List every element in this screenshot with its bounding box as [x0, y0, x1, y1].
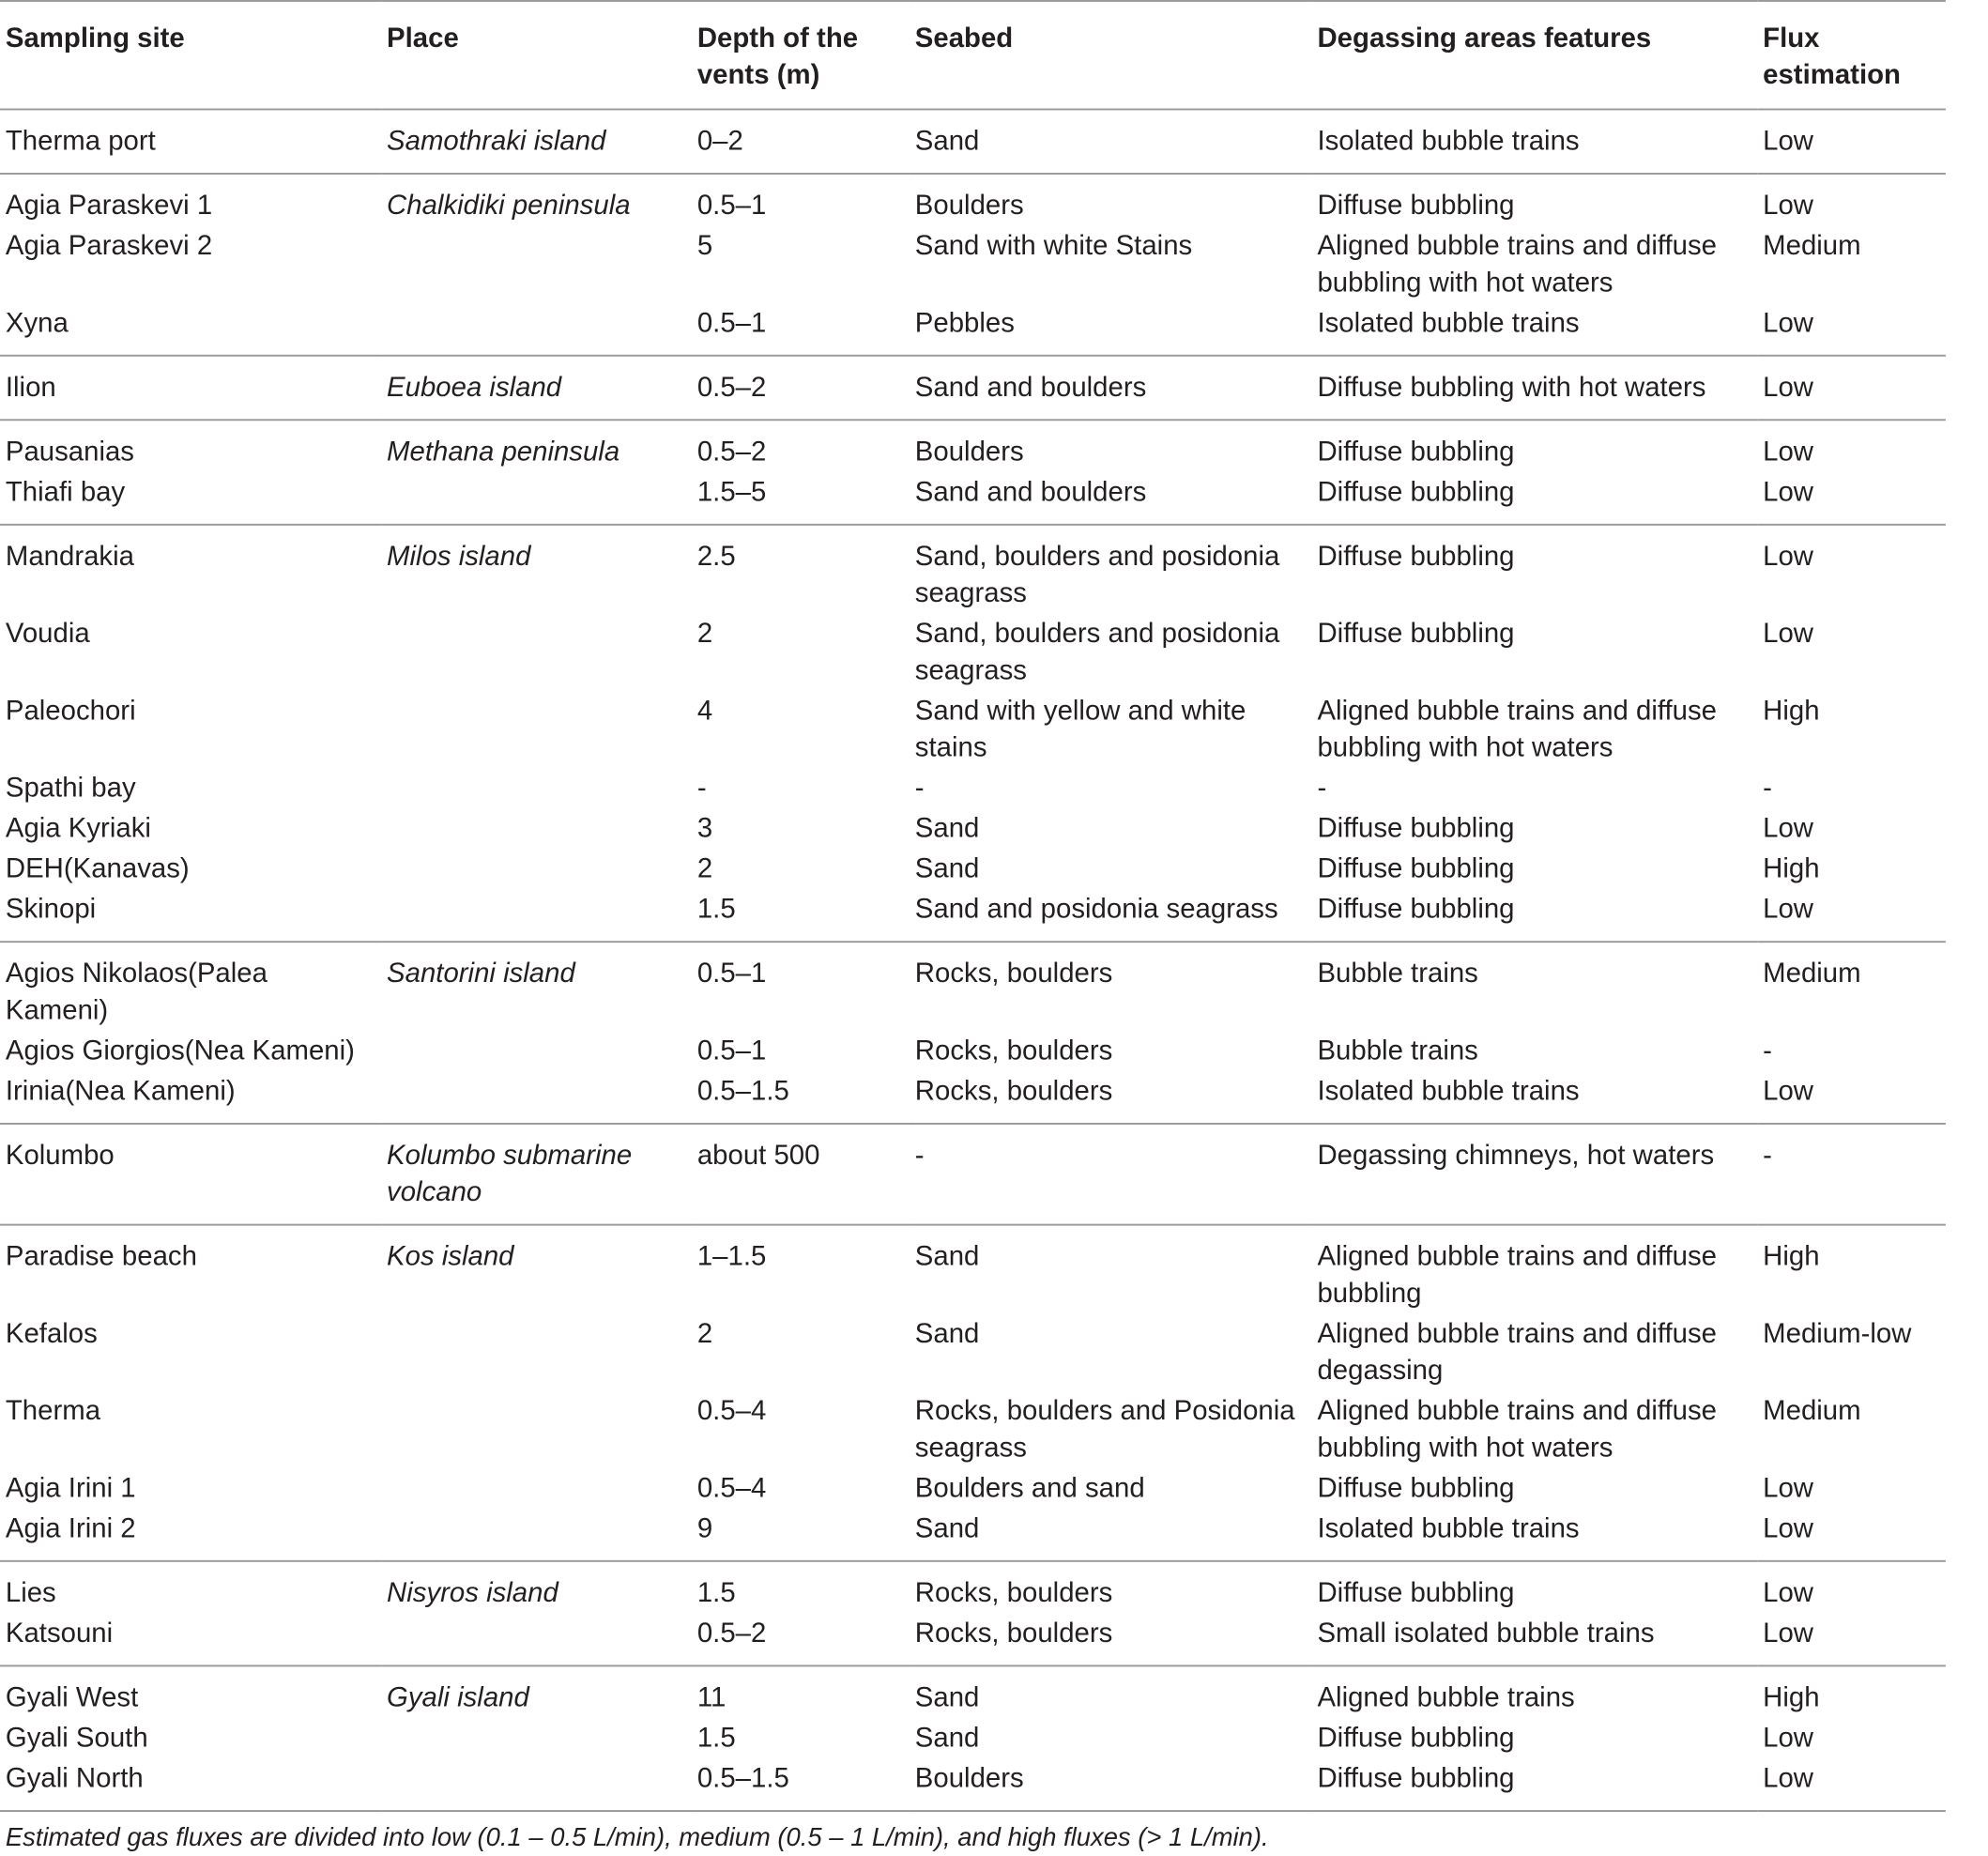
cell-depth: 1.5	[696, 894, 736, 925]
table-row	[0, 1071, 1946, 1124]
cell-depth: 0.5–1.5	[696, 1076, 789, 1107]
cell-place: Methana peninsula	[387, 436, 620, 468]
cell-sampling-site: Katsouni	[5, 1618, 114, 1649]
cell-place	[381, 691, 692, 768]
cell-depth: 3	[696, 813, 713, 844]
cell-flux-estimation: Low	[1763, 1618, 1814, 1649]
cell-depth: about 500	[696, 1140, 820, 1171]
cell-seabed: Sand, boulders and posidonia seagrass	[914, 618, 1280, 686]
cell-degassing-features: Aligned bubble trains and diffuse bubbling with hot waters	[1317, 1395, 1717, 1464]
cell-degassing-features: Aligned bubble trains	[1317, 1682, 1575, 1713]
cell-sampling-site: Lies	[5, 1577, 56, 1608]
cell-sampling-site: Irinia(Nea Kameni)	[5, 1076, 236, 1107]
place-group	[0, 356, 1946, 421]
cell-depth: 0.5–1	[696, 958, 767, 989]
table-row	[0, 691, 1946, 768]
cell-depth: 9	[696, 1512, 713, 1544]
cell-place	[381, 303, 692, 356]
table-row	[0, 614, 1946, 691]
table-row	[0, 889, 1946, 942]
cell-depth: 2	[696, 853, 713, 884]
cell-sampling-site: Pausanias	[5, 436, 134, 468]
cell-place	[381, 1718, 692, 1758]
cell-degassing-features: Aligned bubble trains and diffuse bubbling	[1317, 1241, 1717, 1309]
cell-seabed: Boulders	[914, 1763, 1024, 1794]
cell-place: Nisyros island	[387, 1577, 558, 1608]
cell-place	[381, 808, 692, 849]
table-row	[0, 1031, 1946, 1071]
cell-place: Kolumbo submarine volcano	[387, 1140, 633, 1208]
cell-degassing-features: Diffuse bubbling	[1317, 190, 1515, 221]
cell-degassing-features: Small isolated bubble trains	[1317, 1618, 1655, 1649]
cell-place	[381, 768, 692, 808]
cell-degassing-features: Isolated bubble trains	[1317, 1512, 1580, 1544]
cell-flux-estimation: High	[1763, 853, 1820, 884]
place-group	[0, 1561, 1946, 1666]
table-row	[0, 1225, 1946, 1314]
header-degassing-features: Degassing areas features	[1317, 23, 1652, 54]
cell-sampling-site: Xyna	[5, 307, 69, 339]
table-row	[0, 1314, 1946, 1391]
cell-sampling-site: Voudia	[5, 618, 90, 649]
cell-sampling-site: Gyali North	[5, 1763, 144, 1794]
table-row	[0, 1758, 1946, 1811]
cell-flux-estimation: Low	[1763, 1472, 1814, 1504]
header-row	[0, 1, 1946, 109]
cell-degassing-features: Diffuse bubbling	[1317, 1723, 1515, 1754]
place-group	[0, 420, 1946, 525]
cell-place	[381, 1468, 692, 1509]
cell-sampling-site: Agia Irini 2	[5, 1512, 136, 1544]
cell-seabed: Sand with yellow and white stains	[914, 695, 1246, 763]
cell-flux-estimation: -	[1763, 1035, 1772, 1066]
cell-place: Samothraki island	[387, 126, 606, 157]
cell-depth: 1.5–5	[696, 476, 767, 508]
cell-flux-estimation: Medium-low	[1763, 1318, 1912, 1349]
cell-flux-estimation: Low	[1763, 1723, 1814, 1754]
cell-sampling-site: Kefalos	[5, 1318, 98, 1349]
cell-place	[381, 1614, 692, 1666]
cell-seabed: Sand	[914, 1723, 980, 1754]
cell-flux-estimation: -	[1763, 773, 1772, 804]
cell-depth: 0.5–1	[696, 190, 767, 221]
table-row	[0, 1561, 1946, 1614]
place-group	[0, 1225, 1946, 1561]
cell-flux-estimation: Low	[1763, 1577, 1814, 1608]
cell-degassing-features: Aligned bubble trains and diffuse bubbling with hot waters	[1317, 695, 1717, 763]
cell-place	[381, 849, 692, 889]
cell-sampling-site: Agios Giorgios(Nea Kameni)	[5, 1035, 355, 1066]
cell-place	[381, 1031, 692, 1071]
table-row	[0, 768, 1946, 808]
table-row	[0, 808, 1946, 849]
cell-seabed: Rocks, boulders and Posidonia seagrass	[914, 1395, 1295, 1464]
table-row	[0, 420, 1946, 472]
cell-sampling-site: Therma port	[5, 126, 156, 157]
cell-flux-estimation: High	[1763, 1241, 1820, 1272]
cell-depth: 0.5–2	[696, 1618, 767, 1649]
cell-degassing-features: Diffuse bubbling	[1317, 813, 1515, 844]
cell-degassing-features: Diffuse bubbling	[1317, 476, 1515, 508]
table-row	[0, 226, 1946, 303]
cell-place: Euboea island	[387, 372, 562, 403]
cell-degassing-features: Isolated bubble trains	[1317, 1076, 1580, 1107]
cell-sampling-site: Paleochori	[5, 695, 136, 727]
place-group	[0, 109, 1946, 174]
cell-seabed: Rocks, boulders	[914, 1618, 1113, 1649]
cell-sampling-site: Agios Nikolaos(Palea Kameni)	[5, 958, 268, 1026]
cell-flux-estimation: Medium	[1763, 1395, 1861, 1426]
cell-place	[381, 472, 692, 525]
header-flux-estimation: Flux estimation	[1763, 23, 1901, 90]
cell-sampling-site: Spathi bay	[5, 773, 136, 804]
header-seabed: Seabed	[914, 23, 1014, 54]
cell-degassing-features: Diffuse bubbling	[1317, 1763, 1515, 1794]
table-row	[0, 1614, 1946, 1666]
cell-sampling-site: Mandrakia	[5, 541, 134, 572]
cell-flux-estimation: Low	[1763, 541, 1814, 572]
cell-depth: 1–1.5	[696, 1241, 767, 1272]
cell-flux-estimation: High	[1763, 695, 1820, 727]
cell-degassing-features: Diffuse bubbling	[1317, 618, 1515, 649]
cell-seabed: Sand and boulders	[914, 372, 1147, 403]
table-row	[0, 174, 1946, 226]
cell-depth: 0.5–4	[696, 1395, 767, 1426]
table-row	[0, 942, 1946, 1031]
cell-sampling-site: Paradise beach	[5, 1241, 197, 1272]
header-sampling-site: Sampling site	[5, 23, 185, 54]
place-group	[0, 1124, 1946, 1225]
cell-depth: 1.5	[696, 1723, 736, 1754]
cell-seabed: Sand	[914, 126, 980, 157]
cell-flux-estimation: Low	[1763, 126, 1814, 157]
cell-place: Santorini island	[387, 958, 575, 989]
cell-seabed: Sand	[914, 853, 980, 884]
cell-place: Milos island	[387, 541, 531, 572]
cell-seabed: -	[914, 1140, 925, 1171]
cell-degassing-features: Diffuse bubbling	[1317, 853, 1515, 884]
cell-flux-estimation: Low	[1763, 1512, 1814, 1544]
cell-degassing-features: Bubble trains	[1317, 958, 1478, 989]
cell-depth: 11	[696, 1682, 726, 1713]
cell-degassing-features: Diffuse bubbling with hot waters	[1317, 372, 1706, 403]
cell-sampling-site: Gyali South	[5, 1723, 148, 1754]
cell-degassing-features: Aligned bubble trains and diffuse degassing	[1317, 1318, 1717, 1386]
cell-flux-estimation: Low	[1763, 1076, 1814, 1107]
cell-place: Kos island	[387, 1241, 514, 1272]
cell-sampling-site: Agia Irini 1	[5, 1472, 136, 1504]
table-row	[0, 849, 1946, 889]
cell-place	[381, 1509, 692, 1561]
cell-flux-estimation: Low	[1763, 436, 1814, 468]
cell-flux-estimation: Low	[1763, 813, 1814, 844]
cell-degassing-features: Degassing chimneys, hot waters	[1317, 1140, 1715, 1171]
cell-seabed: -	[914, 773, 925, 804]
cell-depth: 0.5–1	[696, 307, 767, 339]
table-row	[0, 1718, 1946, 1758]
cell-degassing-features: Diffuse bubbling	[1317, 1472, 1515, 1504]
table-row	[0, 1391, 1946, 1468]
cell-sampling-site: Therma	[5, 1395, 101, 1426]
cell-place: Gyali island	[387, 1682, 529, 1713]
cell-depth: 1.5	[696, 1577, 736, 1608]
table-row	[0, 356, 1946, 421]
table-row	[0, 303, 1946, 356]
cell-place	[381, 1314, 692, 1391]
cell-seabed: Pebbles	[914, 307, 1015, 339]
cell-depth: 2.5	[696, 541, 736, 572]
place-group	[0, 942, 1946, 1124]
cell-seabed: Rocks, boulders	[914, 1577, 1113, 1608]
table-row	[0, 472, 1946, 525]
cell-sampling-site: Kolumbo	[5, 1140, 115, 1171]
cell-sampling-site: Thiafi bay	[5, 476, 126, 508]
table-row	[0, 1665, 1946, 1718]
place-group	[0, 174, 1946, 356]
table-row	[0, 1124, 1946, 1225]
cell-seabed: Sand, boulders and posidonia seagrass	[914, 541, 1280, 608]
cell-sampling-site: DEH(Kanavas)	[5, 853, 190, 884]
cell-depth: 4	[696, 695, 713, 727]
cell-flux-estimation: Medium	[1763, 230, 1861, 261]
cell-degassing-features: Isolated bubble trains	[1317, 126, 1580, 157]
header-depth: Depth of the vents (m)	[696, 23, 859, 90]
table-row	[0, 525, 1946, 614]
cell-flux-estimation: -	[1763, 1140, 1772, 1171]
cell-depth: 2	[696, 1318, 713, 1349]
cell-depth: 0.5–2	[696, 436, 767, 468]
cell-flux-estimation: Low	[1763, 894, 1814, 925]
cell-flux-estimation: Low	[1763, 307, 1814, 339]
cell-depth: 0.5–1	[696, 1035, 767, 1066]
cell-seabed: Sand	[914, 813, 980, 844]
cell-depth: 0.5–1.5	[696, 1763, 789, 1794]
cell-flux-estimation: Low	[1763, 190, 1814, 221]
place-group	[0, 525, 1946, 942]
cell-depth: 0–2	[696, 126, 743, 157]
cell-depth: 5	[696, 230, 713, 261]
cell-depth: -	[696, 773, 707, 804]
cell-sampling-site: Skinopi	[5, 894, 97, 925]
cell-degassing-features: Isolated bubble trains	[1317, 307, 1580, 339]
cell-degassing-features: Diffuse bubbling	[1317, 1577, 1515, 1608]
cell-seabed: Sand	[914, 1318, 980, 1349]
cell-seabed: Rocks, boulders	[914, 958, 1113, 989]
cell-sampling-site: Agia Paraskevi 1	[5, 190, 213, 221]
cell-seabed: Boulders	[914, 436, 1024, 468]
cell-degassing-features: Diffuse bubbling	[1317, 894, 1515, 925]
cell-seabed: Rocks, boulders	[914, 1076, 1113, 1107]
cell-seabed: Sand	[914, 1241, 980, 1272]
cell-flux-estimation: High	[1763, 1682, 1820, 1713]
cell-flux-estimation: Medium	[1763, 958, 1861, 989]
cell-depth: 0.5–4	[696, 1472, 767, 1504]
cell-seabed: Rocks, boulders	[914, 1035, 1113, 1066]
table-row	[0, 1509, 1946, 1561]
cell-seabed: Boulders	[914, 190, 1024, 221]
cell-place	[381, 1391, 692, 1468]
cell-seabed: Sand	[914, 1512, 980, 1544]
cell-flux-estimation: Low	[1763, 372, 1814, 403]
cell-degassing-features: Bubble trains	[1317, 1035, 1478, 1066]
cell-place	[381, 226, 692, 303]
cell-degassing-features: Aligned bubble trains and diffuse bubbling with hot waters	[1317, 230, 1717, 299]
table-footnote: Estimated gas fluxes are divided into low (0.1 – 0.5 L/min), medium (0.5 – 1 L/min), and high fluxes (> 1 L/min).	[5, 1822, 1269, 1852]
cell-degassing-features: -	[1317, 773, 1327, 804]
cell-seabed: Sand with white Stains	[914, 230, 1193, 261]
cell-depth: 0.5–2	[696, 372, 767, 403]
cell-degassing-features: Diffuse bubbling	[1317, 436, 1515, 468]
cell-sampling-site: Agia Paraskevi 2	[5, 230, 213, 261]
header-place: Place	[387, 23, 459, 54]
table-row	[0, 109, 1946, 174]
cell-degassing-features: Diffuse bubbling	[1317, 541, 1515, 572]
cell-sampling-site: Ilion	[5, 372, 56, 403]
cell-flux-estimation: Low	[1763, 1763, 1814, 1794]
table-row	[0, 1468, 1946, 1509]
cell-seabed: Boulders and sand	[914, 1472, 1145, 1504]
cell-sampling-site: Agia Kyriaki	[5, 813, 151, 844]
cell-place: Chalkidiki peninsula	[387, 190, 631, 221]
cell-seabed: Sand	[914, 1682, 980, 1713]
cell-seabed: Sand and boulders	[914, 476, 1147, 508]
cell-depth: 2	[696, 618, 713, 649]
cell-sampling-site: Gyali West	[5, 1682, 139, 1713]
cell-place	[381, 1758, 692, 1811]
cell-seabed: Sand and posidonia seagrass	[914, 894, 1278, 925]
cell-place	[381, 1071, 692, 1124]
cell-flux-estimation: Low	[1763, 618, 1814, 649]
place-group	[0, 1665, 1946, 1811]
cell-place	[381, 889, 692, 942]
cell-flux-estimation: Low	[1763, 476, 1814, 508]
cell-place	[381, 614, 692, 691]
table-header	[0, 1, 1946, 109]
